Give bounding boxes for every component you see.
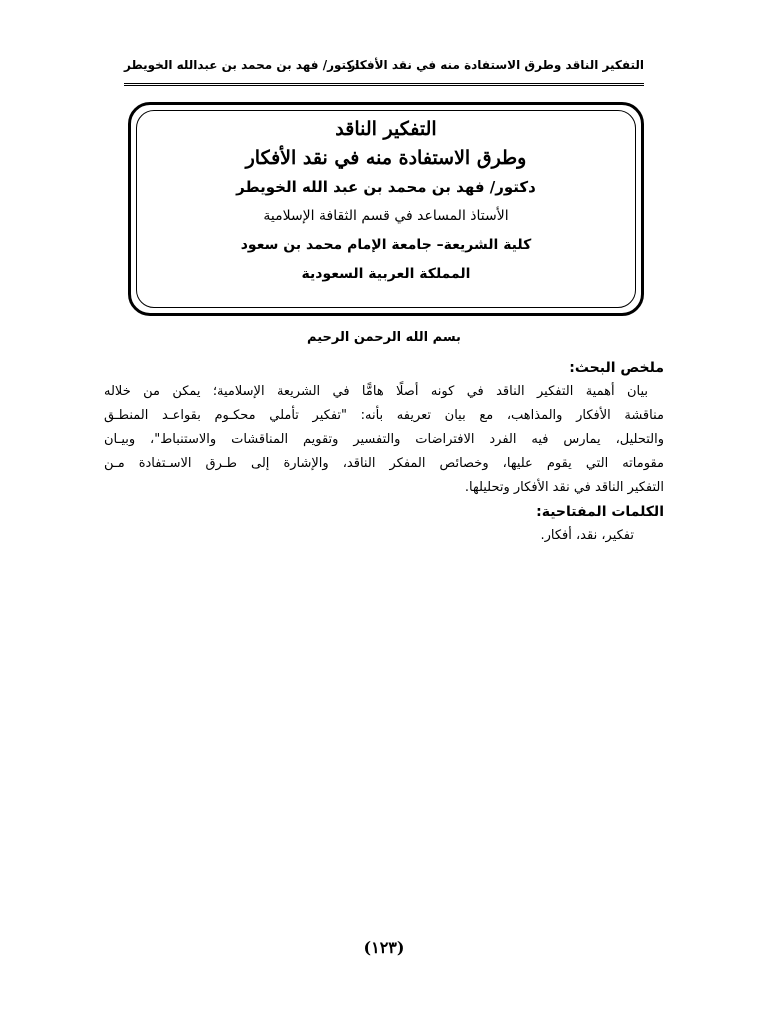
keywords-text: تفكير، نقد، أفكار. xyxy=(540,528,634,543)
running-author: دكتور/ فهد بن محمد بن عبدالله الخويطر xyxy=(124,58,360,72)
running-header xyxy=(124,54,644,80)
abstract-heading: ملخص البحث: xyxy=(569,360,664,376)
author-country: المملكة العربية السعودية xyxy=(301,266,471,282)
header-rule xyxy=(124,83,644,86)
author-position: الأستاذ المساعد في قسم الثقافة الإسلامية xyxy=(263,208,509,224)
page-number: (١٢٣) xyxy=(363,938,405,957)
abstract-line: التفكير الناقد في نقد الأفكار وتحليلها. xyxy=(464,480,664,495)
abstract-line: مقوماته التي يقوم عليها، وخصائص المفكر الناقد، والإشارة إلى طـرق الاسـتفادة مـن xyxy=(104,456,664,471)
title-lines xyxy=(131,115,641,289)
abstract-line: والتحليل، يمارس فيه الفرد الافتراضات والتفسير وتقويم المناقشات والاستنباط"، وبيـان xyxy=(104,432,664,447)
title-box xyxy=(128,102,644,316)
paper-subtitle: وطرق الاستفادة منه في نقد الأفكار xyxy=(245,147,527,169)
abstract-line: بيان أهمية التفكير الناقد في كونه أصلًا هامًّا في الشريعة الإسلامية؛ يمكن من خلاله xyxy=(104,384,648,399)
abstract-line: مناقشة الأفكار والمذاهب، مع بيان تعريفه بأنه: "تفكير تأملي محكـوم بقواعـد المنطـق xyxy=(104,408,664,423)
basmala: بسم الله الرحمن الرحيم xyxy=(307,330,461,345)
author-name: دكتور/ فهد بن محمد بن عبد الله الخويطر xyxy=(236,178,536,196)
abstract-section xyxy=(104,356,664,548)
running-title: التفكير الناقد وطرق الاستفادة منه في نقد الأفكار xyxy=(348,58,644,72)
keywords-heading: الكلمات المفتاحية: xyxy=(536,504,664,520)
author-college: كلية الشريعة– جامعة الإمام محمد بن سعود xyxy=(240,237,532,253)
paper-title: التفكير الناقد xyxy=(335,118,437,140)
